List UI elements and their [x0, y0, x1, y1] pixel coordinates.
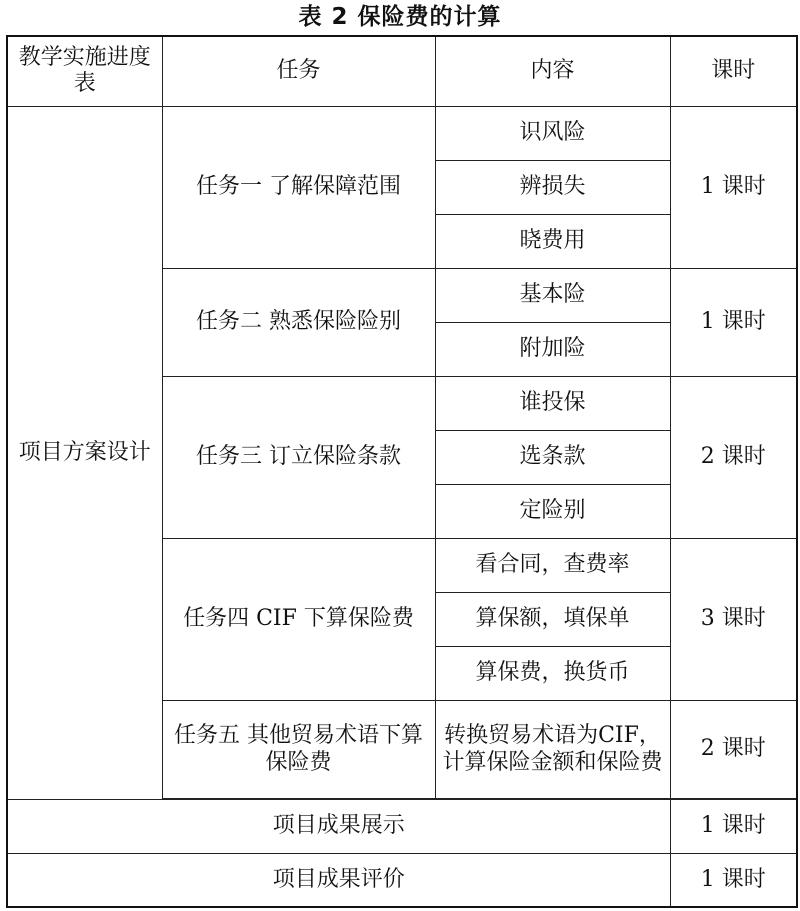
- task-3-content-3: 定险别: [435, 484, 670, 538]
- header-schedule: 教学实施进度表: [7, 36, 162, 106]
- task-1-content-2: 辨损失: [435, 160, 670, 214]
- task-4-name: 任务四 CIF 下算保险费: [162, 538, 435, 700]
- table-row: [7, 106, 797, 160]
- task-2-content-1: 基本险: [435, 268, 670, 322]
- task-3-content-1: 谁投保: [435, 376, 670, 430]
- task-5-content-1: 转换贸易术语为CIF，计算保险金额和保险费: [435, 700, 670, 798]
- task-1-hours: 1 课时: [670, 106, 797, 268]
- task-3-name: 任务三 订立保险条款: [162, 376, 435, 538]
- table-row: [7, 799, 797, 853]
- table-title: 表 2 保险费的计算: [298, 4, 502, 30]
- summary-2-hours: 1 课时: [670, 853, 797, 907]
- task-3-hours: 2 课时: [670, 376, 797, 538]
- task-1-name: 任务一 了解保障范围: [162, 106, 435, 268]
- summary-1-label: 项目成果展示: [7, 799, 670, 853]
- task-5-name: 任务五 其他贸易术语下算保险费: [162, 700, 435, 798]
- task-4-content-2: 算保额，填保单: [435, 592, 670, 646]
- task-2-hours: 1 课时: [670, 268, 797, 376]
- summary-2-label: 项目成果评价: [7, 853, 670, 907]
- table-row: [7, 853, 797, 907]
- task-2-name: 任务二 熟悉保险险别: [162, 268, 435, 376]
- header-content: 内容: [435, 36, 670, 106]
- task-1-content-3: 晓费用: [435, 214, 670, 268]
- schedule-table: [6, 35, 798, 908]
- task-3-content-2: 选条款: [435, 430, 670, 484]
- task-4-hours: 3 课时: [670, 538, 797, 700]
- header-hours: 课时: [670, 36, 797, 106]
- task-5-hours: 2 课时: [670, 700, 797, 798]
- header-task: 任务: [162, 36, 435, 106]
- header-row: [7, 36, 797, 106]
- task-4-content-3: 算保费，换货币: [435, 646, 670, 700]
- summary-1-hours: 1 课时: [670, 799, 797, 853]
- task-4-content-1: 看合同，查费率: [435, 538, 670, 592]
- task-1-content-1: 识风险: [435, 106, 670, 160]
- project-cell: 项目方案设计: [7, 106, 162, 799]
- task-2-content-2: 附加险: [435, 322, 670, 376]
